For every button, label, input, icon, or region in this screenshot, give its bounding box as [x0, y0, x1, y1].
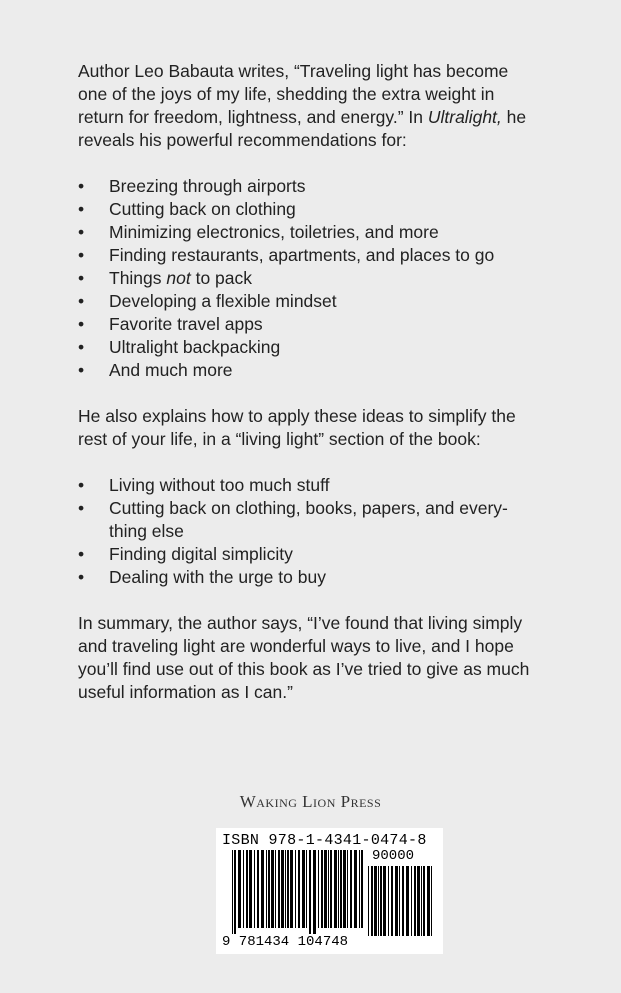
- isbn-label: ISBN 978-1-4341-0474-8: [222, 832, 427, 849]
- barcode-bar: [414, 866, 416, 936]
- list-item: • Developing a flexible mindset: [78, 291, 337, 311]
- barcode-bar: [350, 850, 352, 928]
- barcode-bar: [406, 866, 409, 936]
- bullet: •: [78, 176, 85, 196]
- barcode-bar: [431, 866, 432, 936]
- barcode-bar: [343, 850, 346, 928]
- barcode-bar: [321, 850, 323, 928]
- intro-line-3c: he: [501, 107, 527, 127]
- barcode-bar: [402, 866, 404, 936]
- barcode-bar: [340, 850, 342, 928]
- barcode-bar: [328, 850, 329, 928]
- barcode-bar: [417, 866, 420, 936]
- bullet: •: [78, 199, 85, 219]
- barcode-bar: [334, 850, 337, 928]
- barcode-bar: [298, 850, 300, 928]
- book-title: Ultralight,: [427, 107, 502, 127]
- barcode-bar: [368, 866, 369, 936]
- barcode-bar: [423, 866, 425, 936]
- bullet: •: [78, 544, 85, 564]
- barcode-bar: [302, 850, 305, 928]
- barcode-bar: [338, 850, 339, 928]
- barcode-bar: [285, 850, 286, 928]
- barcode-bar: [246, 850, 248, 928]
- barcode-bar: [249, 850, 252, 928]
- barcode-bar: [278, 850, 280, 928]
- bullet: •: [78, 268, 85, 288]
- list-item: • And much more: [78, 360, 233, 380]
- bullet: •: [78, 245, 85, 265]
- barcode-bar: [374, 866, 377, 936]
- barcode-bar: [361, 850, 363, 928]
- intro-line-2: one of the joys of my life, shedding the extra weight in: [78, 84, 495, 104]
- ean-digits: 9 781434 104748: [222, 934, 349, 950]
- barcode-bar: [359, 850, 360, 928]
- recommendations-list: [78, 175, 578, 382]
- living-light-list: [78, 474, 578, 589]
- barcode-bar: [275, 850, 276, 928]
- list-item: • Breezing through airports: [78, 176, 306, 196]
- barcode-bar: [271, 850, 274, 928]
- barcode-bar: [347, 850, 348, 928]
- intro-line-3a: return for freedom, lightness, and energy.” In: [78, 107, 428, 127]
- list-item: • Finding restaurants, apartments, and places to go: [78, 245, 495, 265]
- barcode-bar: [287, 850, 289, 928]
- barcode-bar: [354, 850, 357, 928]
- publisher-name: Waking Lion Press: [239, 792, 382, 811]
- barcode-bar: [281, 850, 284, 928]
- list-item: • Cutting back on clothing, books, papers, and every- thing else: [78, 498, 508, 541]
- barcode-bar: [243, 850, 244, 928]
- list-item: • Minimizing electronics, toiletries, and more: [78, 222, 439, 242]
- barcode-bar: [306, 850, 307, 928]
- barcode-bar: [421, 866, 422, 936]
- living-light-paragraph: He also explains how to apply these ideas to simplify the rest of your life, in a “living light” section of the book:: [78, 406, 516, 449]
- list-item: • Favorite travel apps: [78, 314, 263, 334]
- barcode-bar: [261, 850, 264, 928]
- bullet: •: [78, 222, 85, 242]
- barcode-bar: [318, 850, 319, 928]
- summary-paragraph: In summary, the author says, “I’ve found that living simply and traveling light are wonderful ways to live, and I hope you’ll find use out of this book as I’ve tried to give as much useful information as I can.”: [78, 613, 530, 702]
- bullet: •: [78, 314, 85, 334]
- barcode-bar: [378, 866, 379, 936]
- list-item: • Living without too much stuff: [78, 475, 330, 495]
- barcode-bar: [266, 850, 267, 928]
- bullet: •: [78, 567, 85, 587]
- barcode-bar: [411, 866, 412, 936]
- barcode-bar: [324, 850, 327, 928]
- barcode-bar: [238, 850, 241, 928]
- barcode-bar: [254, 850, 255, 928]
- barcode-bar: [257, 850, 259, 928]
- barcode-bar: [268, 850, 270, 928]
- bullet: •: [78, 475, 85, 495]
- barcode-bar: [395, 866, 398, 936]
- barcode-bar: [290, 850, 293, 928]
- price-code: 90000: [372, 848, 415, 864]
- list-item: • Dealing with the urge to buy: [78, 567, 326, 587]
- bullet: •: [78, 337, 85, 357]
- barcode-bar: [427, 866, 430, 936]
- barcode-bar: [232, 850, 233, 934]
- barcode-bar: [313, 850, 316, 934]
- emphasis-not: not: [166, 268, 191, 288]
- bullet: •: [78, 498, 85, 518]
- list-item: • Finding digital simplicity: [78, 544, 293, 564]
- barcode-bar: [234, 850, 236, 934]
- intro-paragraph: [78, 60, 578, 152]
- list-item: • Things not to pack: [78, 268, 253, 288]
- list-item: • Ultralight backpacking: [78, 337, 281, 357]
- bullet: •: [78, 291, 85, 311]
- barcode-bar: [371, 866, 373, 936]
- bullet: •: [78, 360, 85, 380]
- barcode-bar: [330, 850, 332, 928]
- back-cover-text: [78, 60, 578, 704]
- list-item: • Cutting back on clothing: [78, 199, 296, 219]
- barcode-bar: [383, 866, 386, 936]
- barcode-bar: [380, 866, 382, 936]
- intro-line-4: reveals his powerful recommendations for:: [78, 130, 407, 150]
- barcode-bar: [399, 866, 400, 936]
- barcode-bar: [309, 850, 311, 934]
- barcode-bar: [388, 866, 389, 936]
- intro-line-1: Author Leo Babauta writes, “Traveling light has become: [78, 61, 509, 81]
- barcode-bar: [295, 850, 296, 928]
- barcode-bar: [391, 866, 393, 936]
- isbn-barcode: [216, 828, 443, 954]
